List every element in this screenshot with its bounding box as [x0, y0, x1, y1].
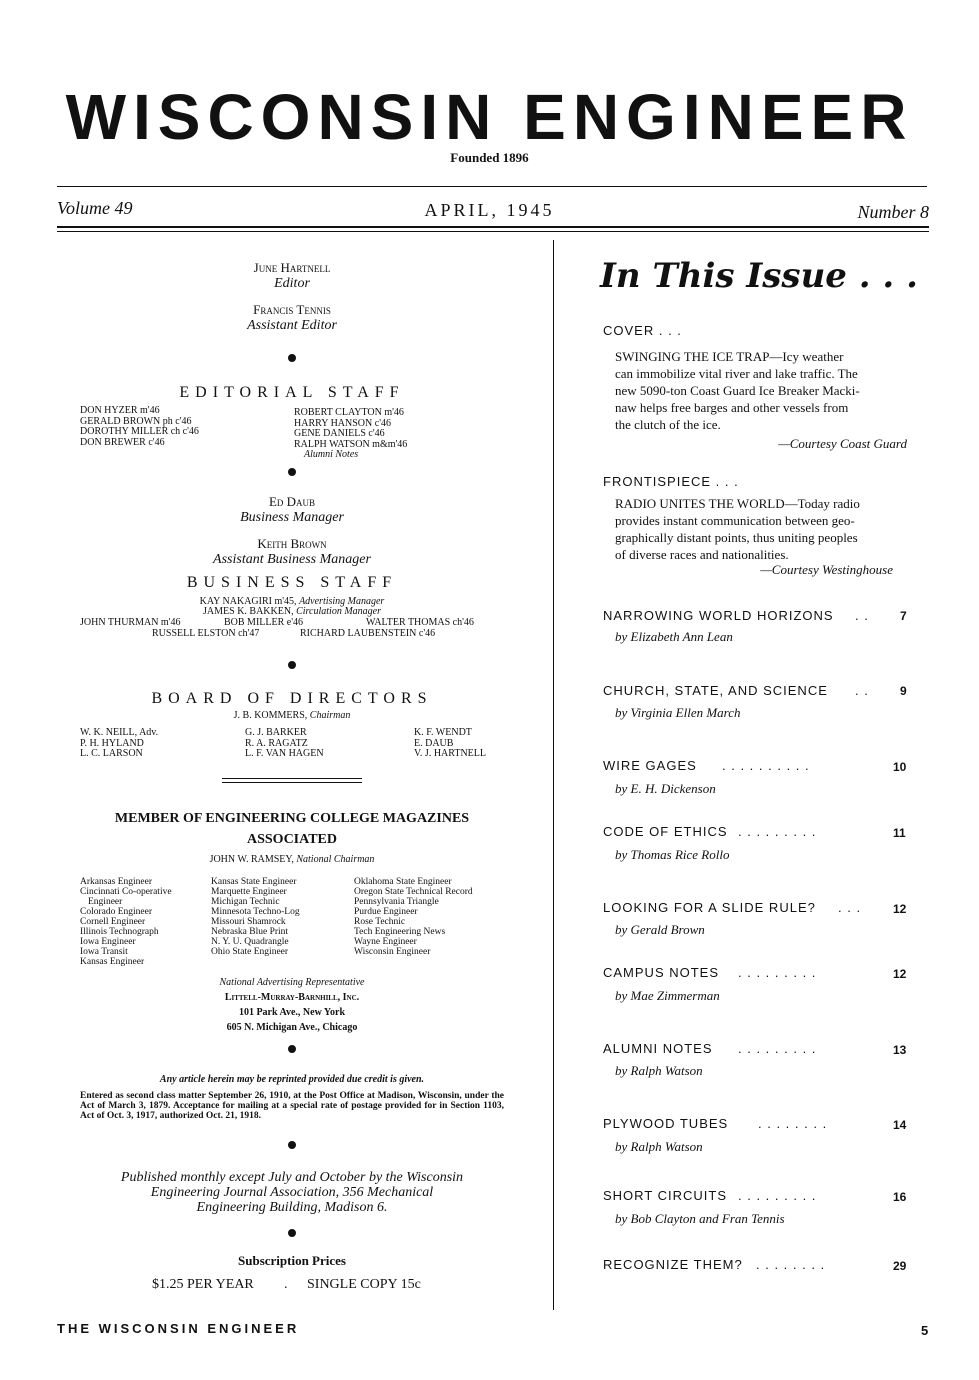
editors-block: [57, 260, 527, 334]
magazine-name: Colorado Engineer: [80, 907, 153, 917]
toc-entry-author: by Ralph Watson: [615, 1139, 703, 1154]
toc-entry-page: 14: [893, 1118, 907, 1132]
member-heading-line: ASSOCIATED: [247, 832, 337, 847]
cover-line: new 5090-ton Coast Guard Ice Breaker Macki-: [615, 383, 860, 398]
board-col-1: [80, 728, 158, 760]
editorial-staff-heading: EDITORIAL STAFF: [179, 384, 405, 401]
staff-role: Circulation Manager: [296, 606, 381, 617]
magazine-name: Cornell Engineer: [80, 917, 146, 927]
assistant-editor-name: Francis Tennis: [253, 302, 331, 317]
toc-entry-page: 16: [893, 1190, 907, 1204]
member-chairman: [57, 855, 527, 866]
magazine-name: Kansas Engineer: [80, 957, 145, 967]
adv-address: 101 Park Ave., New York: [238, 1007, 346, 1018]
reprint-notice: Any article herein may be reprinted provided due credit is given.: [159, 1074, 425, 1085]
board-member: L. F. VAN HAGEN: [245, 748, 324, 759]
bullet-dot: [288, 1229, 296, 1237]
frontispiece-line: RADIO UNITES THE WORLD—Today radio: [615, 496, 860, 511]
adv-label: National Advertising Representative: [219, 977, 365, 988]
toc-entry-author: by Elizabeth Ann Lean: [615, 629, 733, 644]
frontispiece-description: [615, 495, 907, 577]
staff-name: WALTER THOMAS ch'46: [366, 617, 474, 628]
footer-title: THE WISCONSIN ENGINEER: [57, 1321, 300, 1336]
price-separator: .: [284, 1277, 288, 1292]
magazine-name: Ohio State Engineer: [211, 947, 289, 957]
magazine-name: Michigan Technic: [211, 897, 280, 907]
member-col-3: [354, 877, 473, 957]
magazine-name: Missouri Shamrock: [211, 917, 286, 927]
toc-entry-dots: . .: [855, 608, 869, 623]
toc-entry-title: CHURCH, STATE, AND SCIENCE: [603, 683, 828, 698]
board-chairman: [57, 711, 527, 722]
postal-notice: Entered as second class matter September 26, 1910, at the Post Office at Madison, Wisconsin, under the Act of March 3, 1879. Acceptance for mailing at a special rate of postage provided for in Section 1103, Act of Oct. 3, 1917, authorized Oct. 21, 1918.: [80, 1091, 504, 1121]
top-rule: [57, 186, 927, 187]
business-staff-line2: [57, 607, 527, 618]
member-heading-line: MEMBER OF ENGINEERING COLLEGE MAGAZINES: [114, 811, 470, 826]
staff-name: JOHN THURMAN m'46: [80, 617, 181, 628]
staff-name: GERALD BROWN ph c'46: [80, 415, 192, 427]
toc-entry-title: NARROWING WORLD HORIZONS: [603, 608, 834, 623]
cover-line: naw helps free barges and other vessels from: [615, 400, 849, 415]
toc-entry-dots: . . . . . . . .: [758, 1116, 828, 1131]
board-member: K. F. WENDT: [414, 727, 472, 738]
member-col-2: [211, 877, 300, 957]
magazine-name: Pennsylvania Triangle: [354, 897, 439, 907]
cover-label: COVER . . .: [603, 323, 682, 338]
staff-name: JAMES K. BAKKEN,: [203, 606, 294, 617]
magazine-name: Purdue Engineer: [354, 907, 418, 917]
frontispiece-line: provides instant communication between geo-: [615, 513, 855, 528]
editorial-staff-right: [294, 408, 407, 461]
staff-name: DOROTHY MILLER ch c'46: [80, 426, 199, 437]
volume-label: Volume 49: [57, 198, 133, 218]
staff-note: Alumni Notes: [304, 449, 359, 460]
board-member: P. H. HYLAND: [80, 737, 144, 749]
toc-entry-author: by E. H. Dickenson: [615, 781, 716, 796]
frontispiece-line: graphically distant points, thus uniting peoples: [615, 530, 858, 545]
magazine-name: Oregon State Technical Record: [354, 887, 473, 897]
staff-name: KAY NAKAGIRI m'45,: [199, 596, 297, 607]
toc-entry-page: 11: [893, 826, 906, 840]
chair-role: Chairman: [309, 710, 351, 721]
assistant-business-manager-name: Keith Brown: [257, 536, 327, 551]
toc-entry-dots: . . .: [838, 900, 862, 915]
member-col-1: [80, 877, 172, 967]
frontispiece-line: of diverse races and nationalities.: [615, 547, 789, 562]
magazine-name: Rose Technic: [354, 917, 406, 927]
bullet-dot: [288, 354, 296, 362]
business-manager-role: Business Manager: [240, 510, 344, 525]
magazine-name: Nebraska Blue Print: [211, 927, 289, 937]
bullet-dot: [288, 1045, 296, 1053]
staff-name: RICHARD LAUBENSTEIN c'46: [300, 628, 436, 639]
toc-entry-page: 12: [893, 902, 907, 916]
toc-entry-page: 9: [900, 684, 907, 698]
board-member: R. A. RAGATZ: [245, 737, 308, 749]
chair-role: National Chairman: [296, 854, 375, 865]
frontispiece-label: FRONTISPIECE . . .: [603, 474, 739, 489]
masthead-title: WISCONSIN ENGINEER: [65, 81, 914, 153]
toc-entry-title: LOOKING FOR A SLIDE RULE?: [603, 900, 816, 915]
toc-entry-title: PLYWOOD TUBES: [603, 1116, 729, 1131]
toc-entry-page: 29: [893, 1259, 907, 1273]
toc-entry-dots: . . . . . . . . .: [738, 1188, 817, 1203]
toc-entry-author: by Mae Zimmerman: [615, 988, 720, 1003]
magazine-name: Iowa Engineer: [80, 937, 136, 947]
magazine-name: Wayne Engineer: [354, 937, 417, 947]
advertising-representative: [57, 975, 527, 1035]
staff-name: ROBERT CLAYTON m'46: [294, 407, 404, 418]
magazine-name: Cincinnati Co-operative: [80, 887, 172, 897]
magazine-name: Kansas State Engineer: [211, 877, 297, 887]
board-col-3: [414, 728, 486, 760]
subscription-heading: Subscription Prices: [238, 1253, 346, 1268]
toc-entry-author: by Virginia Ellen March: [615, 705, 741, 720]
founded-line: Founded 1896: [450, 150, 529, 165]
toc-entry-title: WIRE GAGES: [603, 758, 697, 773]
staff-name: RUSSELL ELSTON ch'47: [152, 628, 260, 639]
toc-entry-title: ALUMNI NOTES: [603, 1041, 713, 1056]
toc-entry-dots: . . . . . . . .: [756, 1257, 826, 1272]
toc-entry-author: by Gerald Brown: [615, 922, 705, 937]
toc-entry-dots: . . . . . . . . .: [738, 1041, 817, 1056]
magazine-name: Illinois Technograph: [80, 927, 159, 937]
bullet-dot: [288, 468, 296, 476]
published-line: Engineering Journal Association, 356 Mechanical: [150, 1185, 434, 1200]
magazine-name: Marquette Engineer: [211, 887, 287, 897]
toc-entry-dots: . .: [855, 683, 869, 698]
toc-entry-author: by Thomas Rice Rollo: [615, 847, 730, 862]
board-col-2: [245, 728, 324, 760]
staff-name: DON BREWER c'46: [80, 436, 165, 448]
board-heading: BOARD OF DIRECTORS: [151, 690, 433, 707]
toc-entry-page: 12: [893, 967, 907, 981]
column-divider: [553, 240, 554, 1310]
bullet-dot: [288, 661, 296, 669]
published-line: Engineering Building, Madison 6.: [196, 1200, 388, 1215]
price-single-copy: SINGLE COPY 15c: [307, 1277, 421, 1292]
section-rule: [222, 778, 362, 779]
double-rule-top: [57, 226, 929, 228]
toc-entry-page: 7: [900, 609, 907, 623]
toc-entry-page: 13: [893, 1043, 907, 1057]
staff-name: DON HYZER m'46: [80, 405, 160, 416]
magazine-name: Arkansas Engineer: [80, 877, 153, 887]
editor-role: Editor: [274, 276, 310, 291]
toc-entry-dots: . . . . . . . . .: [738, 965, 817, 980]
toc-entry-author: by Bob Clayton and Fran Tennis: [615, 1211, 785, 1226]
magazine-name: Iowa Transit: [80, 947, 128, 957]
magazine-name: Tech Engineering News: [354, 927, 446, 937]
toc-entry-dots: . . . . . . . . . .: [722, 758, 810, 773]
magazine-name: Engineer: [88, 897, 123, 907]
staff-role: Advertising Manager: [299, 596, 385, 607]
toc-entry-dots: . . . . . . . . .: [738, 824, 817, 839]
assistant-editor-role: Assistant Editor: [247, 318, 337, 333]
toc-entry-title: CODE OF ETHICS: [603, 824, 728, 839]
toc-entry-title: SHORT CIRCUITS: [603, 1188, 728, 1203]
assistant-business-manager-role: Assistant Business Manager: [213, 552, 371, 567]
business-manager-name: Ed Daub: [268, 494, 316, 509]
adv-firm: Littell-Murray-Barnhill, Inc.: [224, 992, 360, 1003]
adv-address: 605 N. Michigan Ave., Chicago: [226, 1022, 358, 1033]
staff-name: HARRY HANSON c'46: [294, 417, 391, 429]
price-per-year: $1.25 PER YEAR: [152, 1277, 254, 1292]
staff-name: RALPH WATSON m&m'46: [294, 438, 408, 450]
toc-entry-page: 10: [893, 760, 907, 774]
published-statement: [57, 1170, 527, 1215]
bullet-dot: [288, 1141, 296, 1149]
editorial-staff-left: [80, 406, 199, 448]
staff-name: GENE DANIELS c'46: [294, 428, 385, 439]
toc-entry-title: CAMPUS NOTES: [603, 965, 720, 980]
board-member: E. DAUB: [414, 737, 454, 749]
double-rule-bottom: [57, 231, 929, 232]
cover-description: [615, 348, 907, 452]
magazine-name: Wisconsin Engineer: [354, 947, 431, 957]
member-heading: [57, 808, 527, 850]
in-this-issue-heading: In This Issue . . .: [600, 256, 918, 296]
chair-name: J. B. KOMMERS,: [233, 710, 308, 721]
issue-number: Number 8: [857, 202, 929, 222]
cover-line: can immobilize vital river and lake traffic. The: [615, 366, 858, 381]
magazine-name: Oklahoma State Engineer: [354, 877, 452, 887]
toc-entry-title: RECOGNIZE THEM?: [603, 1257, 743, 1272]
published-line: Published monthly except July and October by the Wisconsin: [120, 1170, 464, 1185]
board-member: G. J. BARKER: [245, 727, 307, 738]
cover-line: the clutch of the ice.: [615, 417, 721, 432]
toc-entry-author: by Ralph Watson: [615, 1063, 703, 1078]
page-number: 5: [921, 1323, 929, 1338]
magazine-name: Minnesota Techno-Log: [211, 907, 300, 917]
board-member: L. C. LARSON: [80, 748, 143, 759]
business-managers: [57, 494, 527, 568]
board-member: W. K. NEILL, Adv.: [80, 727, 159, 738]
frontispiece-credit: —Courtesy Westinghouse: [760, 562, 893, 577]
chair-name: JOHN W. RAMSEY,: [209, 854, 294, 865]
section-rule: [222, 782, 362, 783]
issue-date: APRIL, 1945: [424, 200, 555, 220]
business-staff-heading: BUSINESS STAFF: [186, 574, 398, 591]
editor-name: June Hartnell: [253, 260, 331, 275]
magazine-name: N. Y. U. Quadrangle: [211, 937, 289, 947]
staff-name: BOB MILLER e'46: [224, 617, 304, 628]
cover-line: SWINGING THE ICE TRAP—Icy weather: [615, 349, 844, 364]
board-member: V. J. HARTNELL: [414, 748, 486, 759]
cover-credit: —Courtesy Coast Guard: [778, 436, 907, 451]
